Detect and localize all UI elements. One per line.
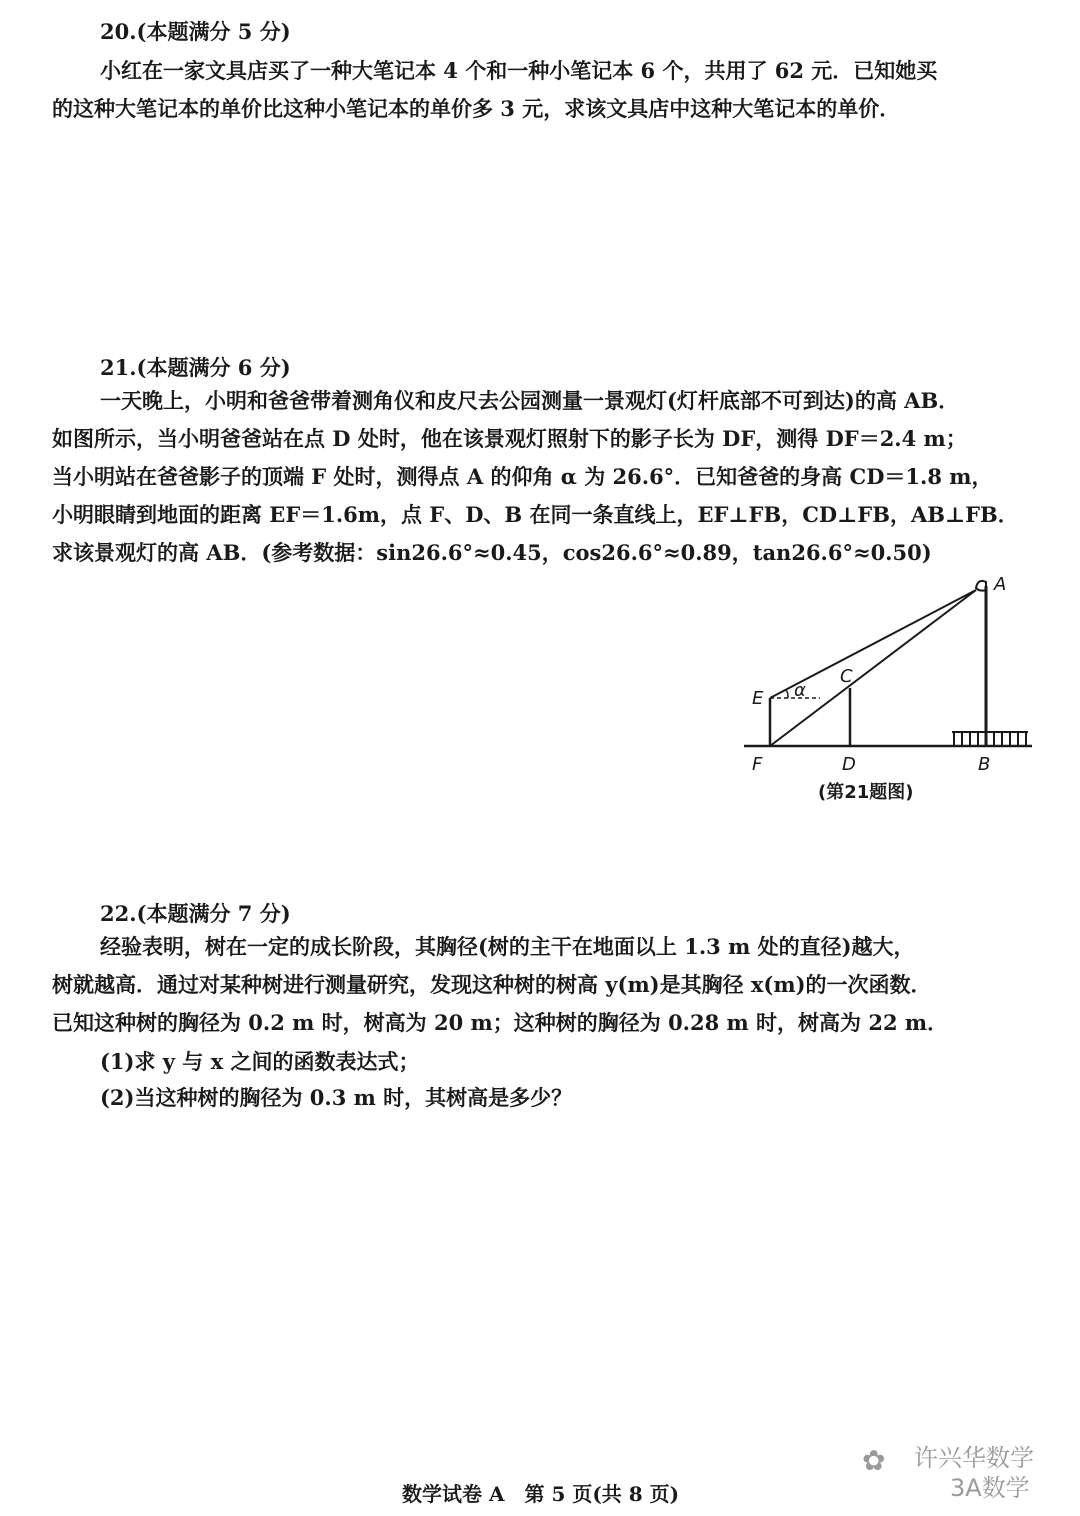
figure-caption: (第21题图) <box>818 782 914 803</box>
label-D: D <box>842 754 856 775</box>
q21-line-3: 当小明站在爸爸影子的顶端 F 处时，测得点 A 的仰角 α 为 26.6°．已知爸爸的身高 CD＝1.8 m， <box>52 464 993 489</box>
label-F: F <box>752 754 763 775</box>
q21-line-4: 小明眼睛到地面的距离 EF＝1.6m，点 F、D、B 在同一条直线上，EF⊥FB，CD⊥FB，AB⊥FB． <box>52 502 1019 527</box>
q20-line-1: 小红在一家文具店买了一种大笔记本 4 个和一种小笔记本 6 个，共用了 62 元．已知她买 <box>100 58 938 83</box>
q21-body <box>52 382 1042 572</box>
watermark-line2: 3A数学 <box>950 1474 1030 1502</box>
q22-sub2: (2)当这种树的胸径为 0.3 m 时，其树高是多少？ <box>100 1085 573 1110</box>
angle-arc <box>785 690 788 698</box>
angle-label: α <box>794 680 806 701</box>
q22-line-1: 经验表明，树在一定的成长阶段，其胸径(树的主干在地面以上 1.3 m 处的直径)越大， <box>100 934 915 959</box>
q22-header: 22.(本题满分 7 分) <box>100 901 291 926</box>
watermark-line1: 许兴华数学 <box>914 1444 1034 1472</box>
q21-figure <box>740 572 1040 802</box>
page-footer: 数学试卷 A 第 5 页(共 8 页) <box>402 1482 680 1506</box>
label-C: C <box>840 666 853 687</box>
wechat-icon: ✿ <box>862 1444 886 1477</box>
q20-line-2: 的这种大笔记本的单价比这种小笔记本的单价多 3 元，求该文具店中这种大笔记本的单价． <box>52 96 901 121</box>
label-A: A <box>994 574 1007 595</box>
q22-body <box>52 928 1042 1042</box>
fence <box>952 732 1028 746</box>
watermark <box>862 1438 1072 1508</box>
q21-line-2: 如图所示，当小明爸爸站在点 D 处时，他在该景观灯照射下的影子长为 DF，测得 DF＝2.4 m； <box>52 426 967 451</box>
q21-header: 21.(本题满分 6 分) <box>100 355 291 380</box>
q22-line-2: 树就越高．通过对某种树进行测量研究，发现这种树的树高 y(m)是其胸径 x(m)的一次函数． <box>52 972 932 997</box>
q21-line-1: 一天晚上，小明和爸爸带着测角仪和皮尺去公园测量一景观灯(灯杆底部不可到达)的高 AB． <box>100 388 960 413</box>
q21-line-5: 求该景观灯的高 AB．(参考数据：sin26.6°≈0.45，cos26.6°≈0.89，tan26.6°≈0.50) <box>52 540 932 565</box>
q20-body <box>52 52 1042 128</box>
ray-FA <box>770 590 976 746</box>
q22-line-3: 已知这种树的胸径为 0.2 m 时，树高为 20 m；这种树的胸径为 0.28 m 时，树高为 22 m． <box>52 1010 949 1035</box>
label-E: E <box>752 688 764 709</box>
label-B: B <box>978 754 991 775</box>
q20-header: 20.(本题满分 5 分) <box>100 19 291 44</box>
q22-sub1: (1)求 y 与 x 之间的函数表达式； <box>100 1049 420 1074</box>
